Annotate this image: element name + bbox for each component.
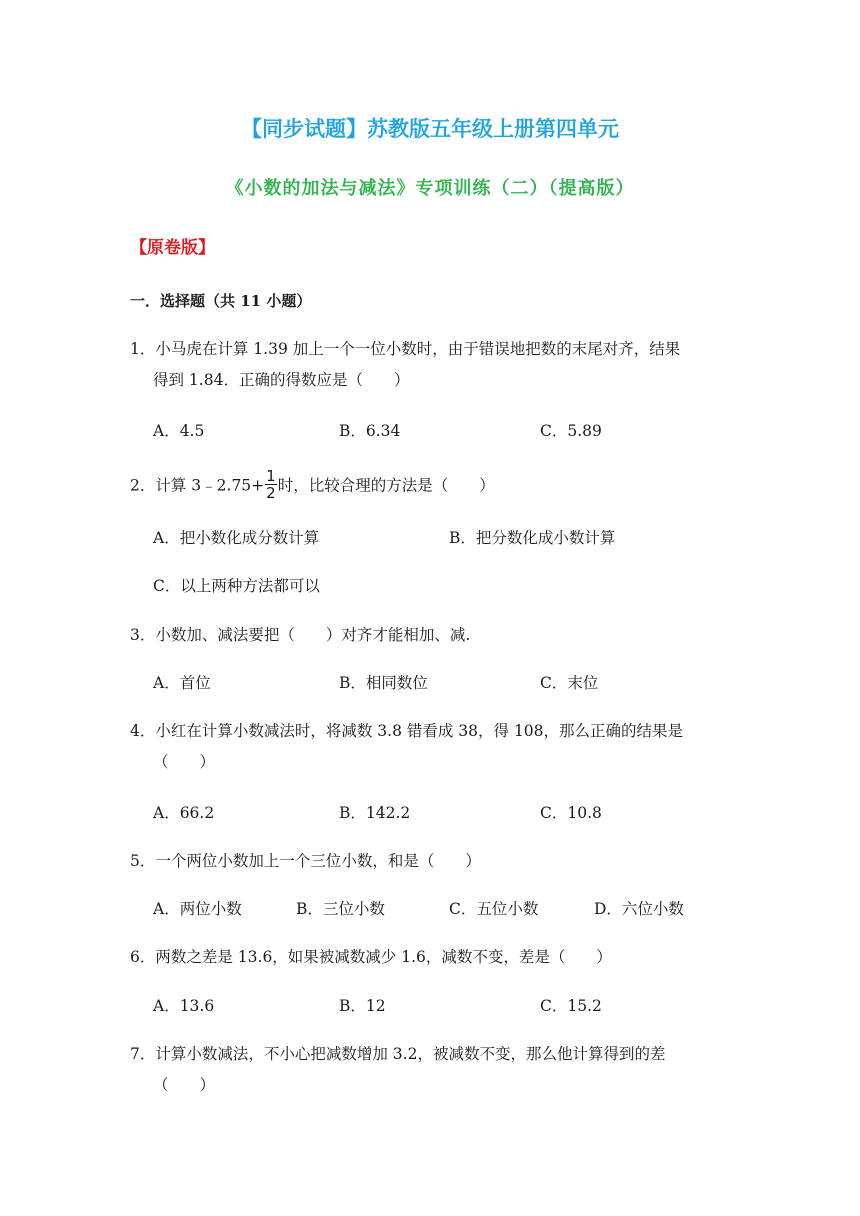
question-5-option-b: B．三位小数: [296, 900, 385, 918]
question-2-option-b: B．把分数化成小数计算: [449, 529, 616, 547]
question-2-prefix: 2．计算 3﹣2.75+: [130, 476, 265, 495]
question-4-option-b: B．142.2: [339, 804, 411, 822]
fraction-one-half: [265, 468, 277, 501]
question-3-option-c: C．末位: [540, 674, 599, 692]
question-4-option-c: C．10.8: [540, 804, 602, 822]
question-5-option-d: D．六位小数: [594, 900, 684, 918]
question-3-option-a: A．首位: [153, 674, 211, 692]
question-4-line-2: （ ）: [153, 753, 216, 771]
document-title: 【同步试题】苏教版五年级上册第四单元: [241, 117, 619, 141]
fraction-numerator: 1: [266, 467, 276, 485]
question-3-line-1: 3．小数加、减法要把（ ）对齐才能相加、减.: [130, 626, 471, 644]
question-6-option-b: B．12: [339, 997, 386, 1015]
document-subtitle: 《小数的加法与减法》专项训练（二）（提高版）: [225, 178, 635, 199]
question-1-option-b: B．6.34: [339, 422, 401, 440]
question-7-line-2: （ ）: [153, 1076, 216, 1094]
question-2-line-1: [130, 467, 495, 503]
question-2-option-a: A．把小数化成分数计算: [153, 529, 320, 547]
question-6-option-a: A．13.6: [153, 997, 215, 1015]
question-4-line-1: 4．小红在计算小数减法时，将减数 3.8 错看成 38，得 108，那么正确的结果是: [130, 722, 684, 740]
question-1-line-1: 1．小马虎在计算 1.39 加上一个一位小数时，由于错误地把数的末尾对齐，结果: [130, 340, 681, 358]
section-heading: 一．选择题（共 11 小题）: [130, 292, 312, 310]
question-5-line-1: 5．一个两位小数加上一个三位小数，和是（ ）: [130, 852, 481, 870]
question-2-suffix: 时，比较合理的方法是（ ）: [277, 476, 495, 495]
question-5-option-a: A．两位小数: [153, 900, 242, 918]
question-7-line-1: 7．计算小数减法，不小心把减数增加 3.2，被减数不变，那么他计算得到的差: [130, 1045, 666, 1063]
question-4-option-a: A．66.2: [153, 804, 215, 822]
question-1-option-a: A．4.5: [153, 422, 205, 440]
question-6-line-1: 6．两数之差是 13.6，如果被减数减少 1.6，减数不变，差是（ ）: [130, 948, 612, 966]
question-6-option-c: C．15.2: [540, 997, 602, 1015]
question-1-line-2: 得到 1.84．正确的得数应是（ ）: [153, 371, 410, 389]
question-2-option-c: C．以上两种方法都可以: [153, 577, 320, 595]
question-1-option-c: C．5.89: [540, 422, 602, 440]
question-3-option-b: B．相同数位: [339, 674, 428, 692]
edition-label: 【原卷版】: [130, 238, 215, 258]
question-5-option-c: C．五位小数: [449, 900, 539, 918]
fraction-denominator: 2: [266, 484, 276, 502]
